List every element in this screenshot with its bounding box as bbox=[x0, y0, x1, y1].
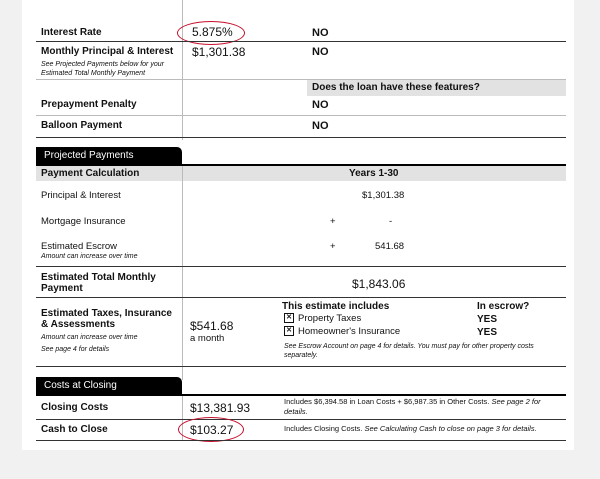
row-divider bbox=[36, 266, 566, 267]
row-divider bbox=[36, 419, 566, 420]
taxes-label: Estimated Taxes, Insurance & Assessments bbox=[41, 308, 172, 330]
mortgage-insurance-sign: + bbox=[330, 216, 336, 227]
interest-rate-label: Interest Rate bbox=[41, 27, 102, 38]
payment-calc-label: Payment Calculation bbox=[41, 168, 140, 179]
row-divider bbox=[36, 440, 566, 441]
principal-value: $1,301.38 bbox=[362, 190, 405, 201]
taxes-note-2: See page 4 for details bbox=[41, 346, 110, 353]
closing-costs-label: Closing Costs bbox=[41, 402, 109, 413]
features-question: Does the loan have these features? bbox=[312, 82, 480, 93]
item-property-taxes bbox=[284, 313, 361, 324]
homeowners-insurance-escrow: YES bbox=[477, 327, 498, 338]
escrow-footnote: See Escrow Account on page 4 for details. You must pay for other property costs separately. bbox=[284, 343, 534, 359]
taxes-period: a month bbox=[190, 333, 225, 344]
escrow-title: In escrow? bbox=[477, 301, 530, 312]
monthly-pi-note: See Projected Payments below for your Estimated Total Monthly Payment bbox=[41, 61, 164, 77]
interest-rate-answer: NO bbox=[312, 27, 329, 39]
note-text: Includes $6,394.58 in Loan Costs + $6,987.35 in Other Costs. bbox=[284, 397, 490, 406]
prepayment-answer: NO bbox=[312, 99, 329, 111]
costs-at-closing-banner: Costs at Closing bbox=[36, 377, 182, 394]
monthly-pi-label: Monthly Principal & Interest bbox=[41, 46, 174, 57]
row-divider bbox=[36, 366, 566, 367]
note-italic: See page 2 for details. bbox=[284, 397, 541, 416]
note-text: Includes Closing Costs. bbox=[284, 424, 363, 433]
annotation-circle bbox=[178, 417, 244, 442]
taxes-note-1: Amount can increase over time bbox=[41, 334, 138, 341]
total-label: Estimated Total Monthly Payment bbox=[41, 272, 156, 294]
property-taxes-escrow: YES bbox=[477, 314, 498, 325]
cash-to-close-value: $103.27 bbox=[190, 423, 234, 437]
checkbox-icon: ✕ bbox=[284, 313, 294, 323]
cash-to-close-label: Cash to Close bbox=[41, 424, 108, 435]
item-homeowners-insurance bbox=[284, 326, 400, 337]
row-divider bbox=[36, 115, 566, 116]
section-rule bbox=[36, 394, 566, 396]
interest-rate-value: 5.875% bbox=[192, 25, 233, 39]
monthly-pi-answer: NO bbox=[312, 46, 329, 58]
loan-estimate-page bbox=[22, 0, 574, 450]
checkbox-icon: ✕ bbox=[284, 326, 294, 336]
mortgage-insurance-label: Mortgage Insurance bbox=[41, 216, 126, 227]
projected-payments-banner: Projected Payments bbox=[36, 147, 182, 164]
item-label: Property Taxes bbox=[298, 313, 362, 324]
row-divider bbox=[36, 41, 566, 42]
mortgage-insurance-value: - bbox=[389, 216, 393, 227]
row-divider bbox=[36, 79, 566, 80]
column-divider bbox=[182, 166, 183, 380]
note-italic: See Calculating Cash to close on page 3 for details. bbox=[364, 424, 537, 433]
row-divider bbox=[36, 137, 566, 138]
monthly-pi-value: $1,301.38 bbox=[192, 45, 246, 59]
closing-costs-note bbox=[284, 397, 566, 417]
total-value: $1,843.06 bbox=[352, 277, 406, 291]
prepayment-label: Prepayment Penalty bbox=[41, 99, 137, 110]
escrow-note: Amount can increase over time bbox=[41, 253, 138, 260]
principal-label: Principal & Interest bbox=[41, 190, 121, 201]
taxes-value: $541.68 bbox=[190, 319, 234, 333]
balloon-answer: NO bbox=[312, 120, 329, 132]
escrow-label: Estimated Escrow bbox=[41, 241, 118, 252]
cash-to-close-note bbox=[284, 424, 574, 434]
escrow-sign: + bbox=[330, 241, 336, 252]
row-divider bbox=[36, 297, 566, 298]
escrow-value: 541.68 bbox=[375, 241, 405, 252]
closing-costs-value: $13,381.93 bbox=[190, 401, 251, 415]
years-header: Years 1-30 bbox=[349, 168, 399, 179]
balloon-label: Balloon Payment bbox=[41, 120, 123, 131]
includes-title: This estimate includes bbox=[282, 301, 390, 312]
item-label: Homeowner's Insurance bbox=[298, 326, 401, 337]
